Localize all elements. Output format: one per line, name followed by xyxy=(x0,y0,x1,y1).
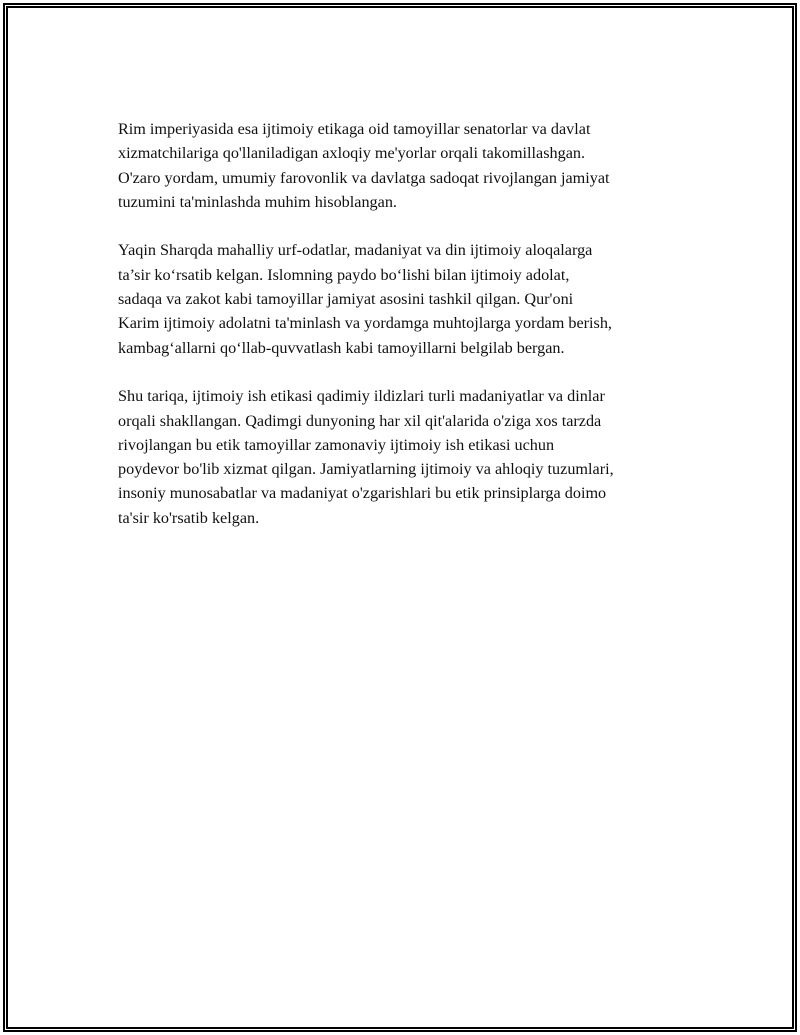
paragraph-rome: Rim imperiyasida esa ijtimoiy etikaga oid tamoyillar senatorlar va davlat xizmatchilariga qo'llaniladigan axloqiy me'yorlar orqali takomillashgan. O'zaro yordam, umumiy farovonlik va davlatga sadoqat rivojlangan jamiyat tuzumini ta'minlashda muhim hisoblangan. xyxy=(118,120,610,211)
paragraph-near-east: Yaqin Sharqda mahalliy urf-odatlar, madaniyat va din ijtimoiy aloqalarga ta’sir ko‘rsatib kelgan. Islomning paydo bo‘lishi bilan ijtimoiy adolat, sadaqa va zakot kabi tamoyillar jamiyat asosini tashkil qilgan. Qur'oni Karim ijtimoiy adolatni ta'minlash va yordamga muhtojlarga yordam berish, kambag‘allarni qo‘llab-quvvatlash kabi tamoyillarni belgilab bergan. xyxy=(118,241,612,357)
document-body xyxy=(118,117,693,554)
paragraph-conclusion: Shu tariqa, ijtimoiy ish etikasi qadimiy ildizlari turli madaniyatlar va dinlar orqali shakllangan. Qadimgi dunyoning har xil qit'alarida o'ziga xos tarzda rivojlangan bu etik tamoyillar zamonaviy ijtimoiy ish etikasi uchun poydevor bo'lib xizmat qilgan. Jamiyatlarning ijtimoiy va ahloqiy tuzumlari, insoniy munosabatlar va madaniyat o'zgarishlari bu etik prinsiplarga doimo ta'sir ko'rsatib kelgan. xyxy=(118,387,614,527)
